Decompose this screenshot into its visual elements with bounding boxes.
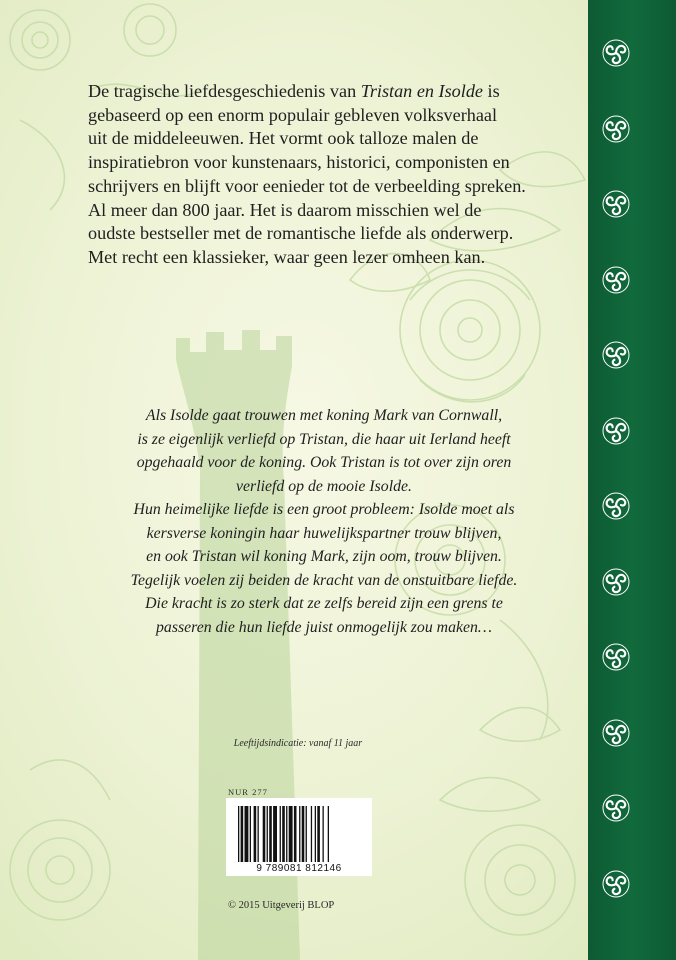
- triskelion-icon: [601, 718, 631, 748]
- triskelion-icon: [601, 114, 631, 144]
- barcode-bar: [258, 806, 259, 862]
- triskelion-icon: [601, 567, 631, 597]
- barcode-bar: [299, 806, 300, 862]
- barcode-bar: [250, 806, 251, 862]
- copyright-line: © 2015 Uitgeverij BLOP: [228, 900, 335, 911]
- blurb-line: Met recht een klassieker, waar geen lezer omheen kan.: [88, 246, 486, 267]
- barcode-bar: [323, 806, 324, 862]
- synopsis-line: passeren die hun liefde juist onmogelijk zou maken…: [156, 618, 492, 636]
- blurb-line: Al meer dan 800 jaar. Het is daarom misschien wel de: [88, 199, 482, 220]
- synopsis-line: en ook Tristan wil koning Mark, zijn oom, trouw blijven.: [146, 548, 502, 565]
- synopsis-line: is ze eigenlijk verliefd op Tristan, die haar uit Ierland heeft: [137, 430, 511, 448]
- barcode-bar: [238, 806, 239, 862]
- blurb-line: oudste bestseller met de romantische liefde als onderwerp.: [88, 223, 514, 244]
- barcode-bars: [236, 806, 362, 864]
- barcode-bar: [280, 806, 281, 862]
- synopsis-line: kersverse koningin haar huwelijkspartner trouw blijven,: [146, 524, 502, 542]
- barcode-bar: [269, 806, 272, 862]
- green-side-band: [588, 0, 676, 960]
- triskelion-icon: [601, 38, 631, 68]
- synopsis-line: Tegelijk voelen zij beiden de kracht van de onstuitbare liefde.: [130, 571, 518, 589]
- barcode-bar: [311, 806, 312, 862]
- barcode-bar: [317, 806, 320, 862]
- triskelion-icon: [601, 189, 631, 219]
- barcode-bar: [267, 806, 268, 862]
- isbn-barcode: [226, 798, 372, 876]
- barcode-bar: [282, 806, 285, 862]
- isbn-number: 9 789081 812146: [256, 863, 342, 874]
- barcode-bar: [241, 806, 244, 862]
- synopsis-line: Die kracht is zo sterk dat ze zelfs bereid zijn een grens te: [145, 595, 503, 612]
- blurb-text: is: [483, 81, 500, 101]
- blurb-line: schrijvers en blijft voor eenieder tot de verbeelding spreken.: [88, 175, 526, 196]
- age-indication: Leeftijdsindicatie: vanaf 11 jaar: [233, 738, 363, 749]
- book-title-italic: Tristan en Isolde: [360, 81, 483, 101]
- synopsis-line: verliefd op de mooie Isolde.: [236, 477, 412, 495]
- barcode-bar: [286, 806, 287, 862]
- blurb-text: De tragische liefdesgeschiedenis van: [88, 81, 361, 101]
- barcode-bar: [254, 806, 257, 862]
- barcode-bar: [294, 806, 297, 862]
- barcode-bar: [273, 806, 277, 862]
- triskelion-icon: [601, 491, 631, 521]
- triskelion-icon: [601, 642, 631, 672]
- triskelion-icon: [601, 265, 631, 295]
- synopsis-line: opgehaald voor de koning. Ook Tristan is tot over zijn oren: [136, 454, 512, 471]
- barcode-bar: [328, 806, 329, 862]
- barcode-bar: [263, 806, 266, 862]
- barcode-bar: [315, 806, 316, 862]
- barcode-bar: [245, 806, 249, 862]
- synopsis-line: Als Isolde gaat trouwen met koning Mark van Cornwall,: [145, 407, 503, 424]
- synopsis-paragraph: [64, 404, 584, 639]
- triskelion-icon: [601, 340, 631, 370]
- barcode-bar: [302, 806, 305, 862]
- nur-code: NUR 277: [228, 787, 268, 797]
- triskelion-icon: [601, 793, 631, 823]
- synopsis-line: Hun heimelijke liefde is een groot probleem: Isolde moet als: [133, 501, 515, 518]
- blurb-line: inspiratiebron voor kunstenaars, historici, componisten en: [88, 152, 510, 173]
- barcode-bar: [289, 806, 293, 862]
- blurb-line: gebaseerd op een enorm populair gebleven volksverhaal: [88, 104, 498, 125]
- blurb-paragraph: [88, 80, 568, 270]
- barcode-bar: [306, 806, 307, 862]
- triskelion-icon: [601, 869, 631, 899]
- triskelion-icon: [601, 416, 631, 446]
- blurb-line: uit de middeleeuwen. Het vormt ook talloze malen de: [88, 128, 479, 149]
